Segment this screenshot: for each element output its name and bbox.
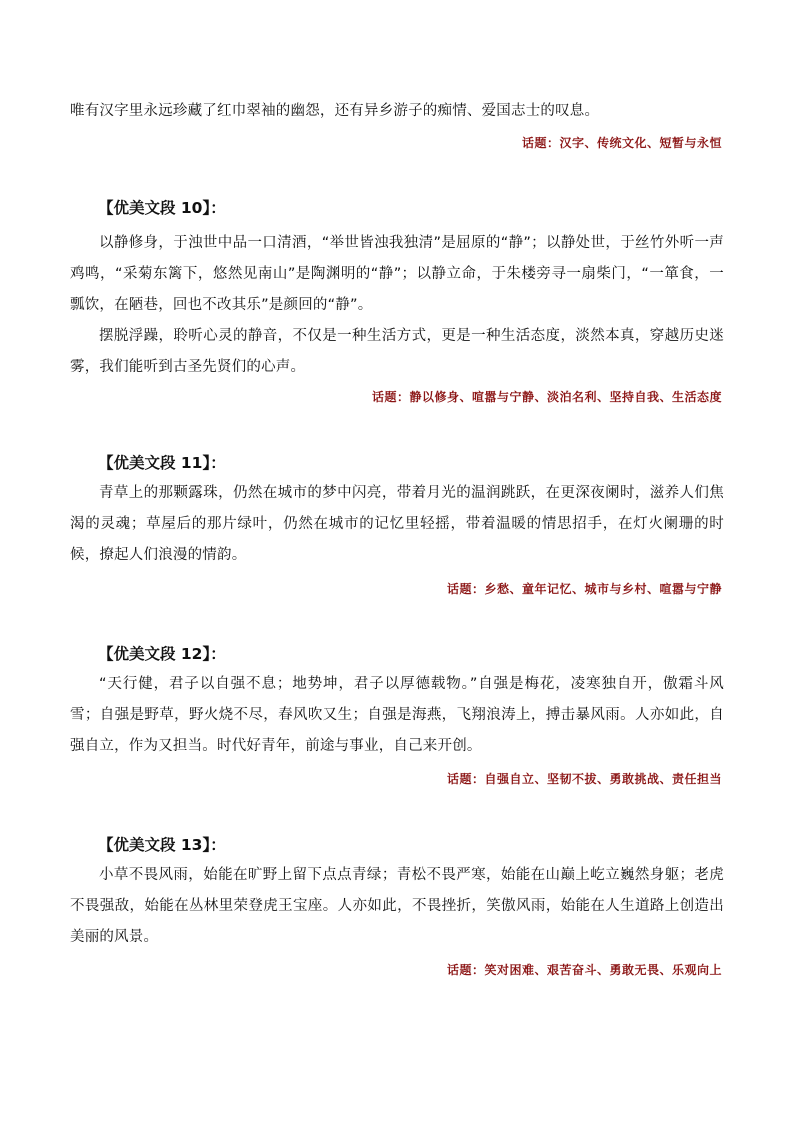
section-10-topic: 话题：静以修身、喧嚣与宁静、淡泊名利、坚持自我、生活态度 bbox=[371, 390, 722, 404]
section-10-paragraph-2: 摆脱浮躁，聆听心灵的静音，不仅是一种生活方式，更是一种生活态度，淡然本真，穿越历史迷雾，我们能听到古圣先贤们的心声。 bbox=[70, 328, 724, 375]
section-12-paragraph-1: “天行健，君子以自强不息；地势坤，君子以厚德载物。”自强是梅花，凌寒独自开，傲霜斗风雪；自强是野草，野火烧不尽，春风吹又生；自强是海燕，飞翔浪涛上，搏击暴风雨。人亦如此，自强自立，作为又担当。时代好青年，前途与事业，自己来开创。 bbox=[70, 676, 724, 754]
section-11-heading: 【优美文段 11】： bbox=[98, 454, 226, 472]
section-13-paragraph-1: 小草不畏风雨，始能在旷野上留下点点青绿；青松不畏严寒，始能在山巅上屹立巍然身躯；老虎不畏强敌，始能在丛林里荣登虎王宝座。人亦如此，不畏挫折，笑傲风雨，始能在人生道路上创造出美丽的风景。 bbox=[70, 867, 724, 945]
section-11-topic: 话题：乡愁、童年记忆、城市与乡村、喧嚣与宁静 bbox=[446, 582, 722, 596]
section-12-topic: 话题：自强自立、坚韧不拔、勇敢挑战、责任担当 bbox=[446, 772, 722, 786]
section-13-topic: 话题：笑对困难、艰苦奋斗、勇敢无畏、乐观向上 bbox=[446, 963, 722, 977]
intro-paragraph: 唯有汉字里永远珍藏了红巾翠袖的幽怨，还有异乡游子的痴情、爱国志士的叹息。 bbox=[70, 103, 600, 119]
section-13-heading: 【优美文段 13】： bbox=[98, 836, 226, 854]
section-12-heading: 【优美文段 12】： bbox=[98, 645, 226, 663]
section-11-paragraph-1: 青草上的那颗露珠，仍然在城市的梦中闪亮，带着月光的温润跳跃，在更深夜阑时，滋养人们焦渴的灵魂；草屋后的那片绿叶，仍然在城市的记忆里轻摇，带着温暖的情思招手，在灯火阑珊的时候，撩起人们浪漫的情韵。 bbox=[70, 485, 724, 563]
section-10-paragraph-1: 以静修身，于浊世中品一口清酒，“举世皆浊我独清”是屈原的“静”；以静处世，于丝竹外听一声鸡鸣，“采菊东篱下，悠然见南山”是陶渊明的“静”；以静立命，于朱楼旁寻一扇柴门，“一箪食，一瓢饮，在陋巷，回也不改其乐”是颜回的“静”。 bbox=[70, 235, 724, 313]
section-10-heading: 【优美文段 10】： bbox=[98, 199, 226, 217]
intro-topic: 话题：汉字、传统文化、短暂与永恒 bbox=[521, 136, 722, 150]
